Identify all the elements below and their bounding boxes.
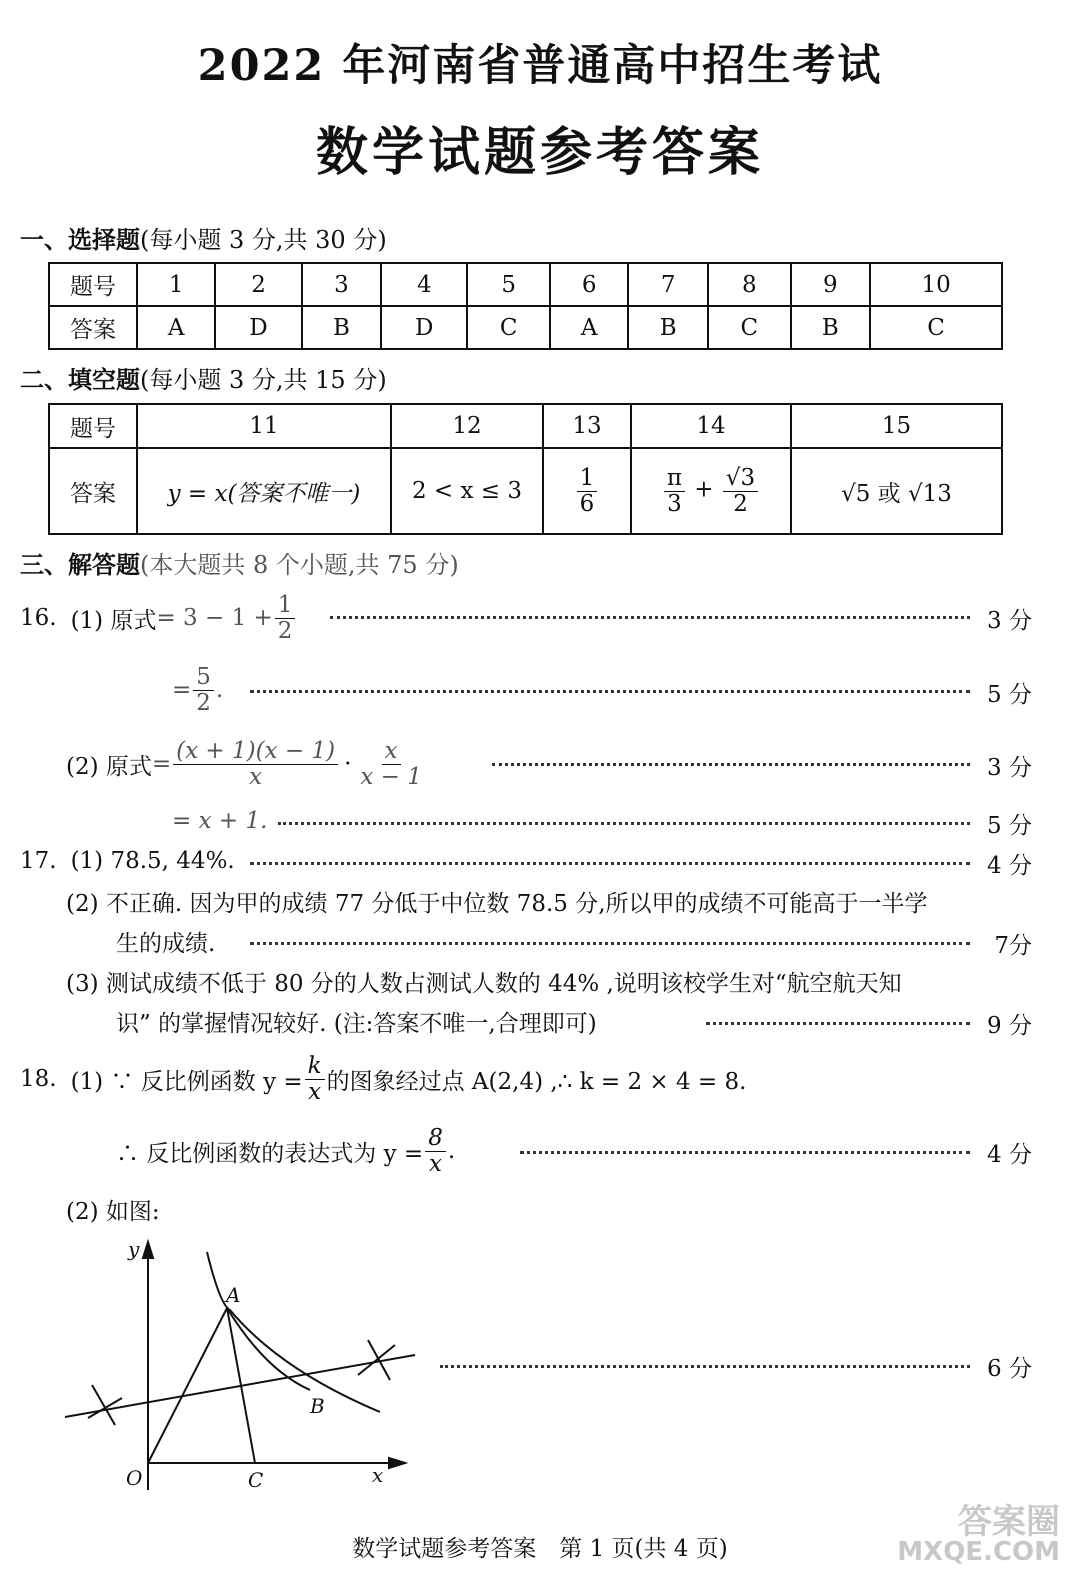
row-label: 题号: [49, 404, 137, 448]
section1-title: 一、选择题: [20, 225, 140, 254]
dot-leader: [278, 822, 970, 825]
q17-part2-line1: (2) 不正确. 因为甲的成绩 77 分低于中位数 78.5 分,所以甲的成绩不可能高于一半学: [66, 890, 928, 917]
q18-part1: [20, 1050, 746, 1108]
section3-title: 三、解答题: [20, 550, 140, 579]
table-cell: C: [708, 306, 791, 349]
frac-num: 5: [193, 665, 214, 690]
dot-leader: [250, 690, 970, 693]
page-subtitle: 数学试题参考答案: [315, 122, 764, 183]
section2-title: 二、填空题: [20, 365, 140, 394]
question-number: 18.: [20, 1066, 57, 1092]
score: 3 分: [987, 755, 1032, 781]
table-cell: 6: [550, 263, 628, 306]
expression: = 3 − 1 +: [156, 605, 273, 631]
choice-answer-table: [48, 262, 1003, 350]
table-cell: B: [302, 306, 382, 349]
q17-part1: [20, 846, 235, 876]
table-cell: C: [467, 306, 550, 349]
table-cell: 2: [215, 263, 301, 306]
frac-num: 1: [577, 466, 598, 491]
answer-text: (1) 78.5, 44%.: [70, 848, 235, 874]
dot-leader: [520, 1151, 970, 1154]
frac-num: π: [664, 466, 685, 491]
section2-heading: [20, 360, 387, 395]
q18-part1-conclusion: [116, 1122, 455, 1180]
section1-heading: [20, 220, 387, 255]
section3-note: (本大题共 8 个小题,共 75 分): [140, 551, 459, 579]
score: 3 分: [987, 608, 1032, 634]
equals: =: [172, 677, 192, 703]
label-B: B: [310, 1394, 325, 1418]
label-C: C: [248, 1468, 264, 1492]
frac-den: 2: [196, 689, 211, 716]
score: 4 分: [987, 853, 1032, 879]
answer-11: y = x(答案不唯一): [137, 448, 391, 534]
frac-den: x: [429, 1150, 443, 1177]
score: 5 分: [987, 682, 1032, 708]
table-cell: B: [791, 306, 871, 349]
table-cell: 1: [137, 263, 215, 306]
label-y: y: [128, 1237, 140, 1261]
table-cell: 3: [302, 263, 382, 306]
page-footer: 数学试题参考答案 第 1 页(共 4 页): [352, 1536, 728, 1562]
frac-num: 1: [275, 593, 296, 618]
score: 5 分: [987, 813, 1032, 839]
question-number: 17.: [20, 848, 57, 874]
table-cell: 15: [791, 404, 1002, 448]
part-label: (1) 原式: [70, 607, 157, 634]
score: 7分: [994, 933, 1032, 959]
table-cell: 12: [391, 404, 543, 448]
statement: (1) ∵ 反比例函数 y =: [70, 1068, 303, 1095]
watermark-text: 答案圈: [958, 1502, 1060, 1542]
q16-part2-result: = x + 1.: [172, 808, 268, 834]
score: 4 分: [987, 1142, 1032, 1168]
frac-den: x: [249, 763, 263, 790]
segment-OA: [148, 1308, 227, 1463]
q16-part1: [20, 590, 297, 646]
period: .: [215, 677, 224, 703]
frac-num: k: [305, 1054, 325, 1079]
frac-den: 2: [733, 490, 748, 517]
period: .: [447, 1138, 456, 1164]
frac-den: x − 1: [360, 763, 422, 790]
watermark-url: MXQE.COM: [897, 1537, 1060, 1567]
score: 9 分: [987, 1013, 1032, 1039]
table-cell: 8: [708, 263, 791, 306]
label-x: x: [372, 1463, 384, 1487]
q16-part2: [66, 735, 427, 793]
frac-num: x: [382, 739, 401, 764]
table-cell: 5: [467, 263, 550, 306]
statement: 的图象经过点 A(2,4) ,∴ k = 2 × 4 = 8.: [326, 1068, 747, 1095]
frac-num: 8: [425, 1126, 446, 1151]
label-O: O: [126, 1466, 143, 1490]
x-axis-arrow: [389, 1458, 405, 1468]
table-cell: 13: [543, 404, 631, 448]
dot-leader: [330, 616, 970, 619]
table-cell: A: [550, 306, 628, 349]
table-cell: 7: [628, 263, 708, 306]
dot-leader: [706, 1022, 970, 1025]
dot-leader: [250, 942, 970, 945]
dot-operator: ·: [344, 751, 352, 777]
score: 6 分: [987, 1356, 1032, 1382]
table-cell: 10: [870, 263, 1002, 306]
q16-part1-result: [172, 662, 223, 718]
table-cell: A: [137, 306, 215, 349]
part-label: (2) 原式: [66, 753, 152, 780]
table-cell: D: [215, 306, 301, 349]
table-cell: C: [870, 306, 1002, 349]
row-label: 答案: [49, 448, 137, 534]
q17-part3-line2: 识” 的掌握情况较好. (注:答案不唯一,合理即可): [116, 1010, 597, 1037]
equals: =: [151, 751, 172, 777]
perpendicular-bisector: [65, 1355, 415, 1417]
dot-leader: [492, 763, 970, 766]
table-cell: B: [628, 306, 708, 349]
frac-den: 3: [667, 490, 682, 517]
statement: ∴ 反比例函数的表达式为 y =: [116, 1140, 424, 1167]
fill-answer-table: [48, 403, 1003, 535]
section2-note: (每小题 3 分,共 15 分): [140, 366, 387, 394]
dot-leader: [440, 1365, 970, 1368]
frac-num: √3: [723, 466, 758, 491]
coordinate-figure: [50, 1230, 430, 1500]
frac-den: 2: [277, 617, 293, 644]
answer-13: [543, 448, 631, 534]
q17-part3-line1: (3) 测试成绩不低于 80 分的人数占测试人数的 44% ,说明该校学生对“航空航天知: [66, 970, 902, 997]
page-title: 2022 年河南省普通高中招生考试: [197, 41, 883, 91]
y-axis-arrow: [143, 1242, 153, 1258]
frac-den: 6: [579, 490, 595, 517]
frac-num: (x + 1)(x − 1): [173, 739, 338, 764]
answer-12: 2 < x ≤ 3: [391, 448, 543, 534]
dot-leader: [250, 862, 970, 865]
answer-14: [631, 448, 791, 534]
section3-heading: [20, 545, 459, 580]
row-label: 答案: [49, 306, 137, 349]
table-cell: 14: [631, 404, 791, 448]
q18-part2-label: (2) 如图:: [66, 1198, 160, 1225]
question-number: 16.: [20, 605, 57, 631]
table-cell: 9: [791, 263, 871, 306]
plus-sign: +: [694, 477, 714, 503]
row-label: 题号: [49, 263, 137, 306]
answer-15: √5 或 √13: [791, 448, 1002, 534]
q17-part2-line2: 生的成绩.: [116, 930, 216, 957]
label-A: A: [226, 1283, 241, 1307]
section1-note: (每小题 3 分,共 30 分): [140, 226, 387, 254]
frac-den: x: [308, 1078, 322, 1105]
table-cell: 11: [137, 404, 391, 448]
table-cell: 4: [381, 263, 467, 306]
watermark: [897, 1502, 1060, 1567]
table-cell: D: [381, 306, 467, 349]
